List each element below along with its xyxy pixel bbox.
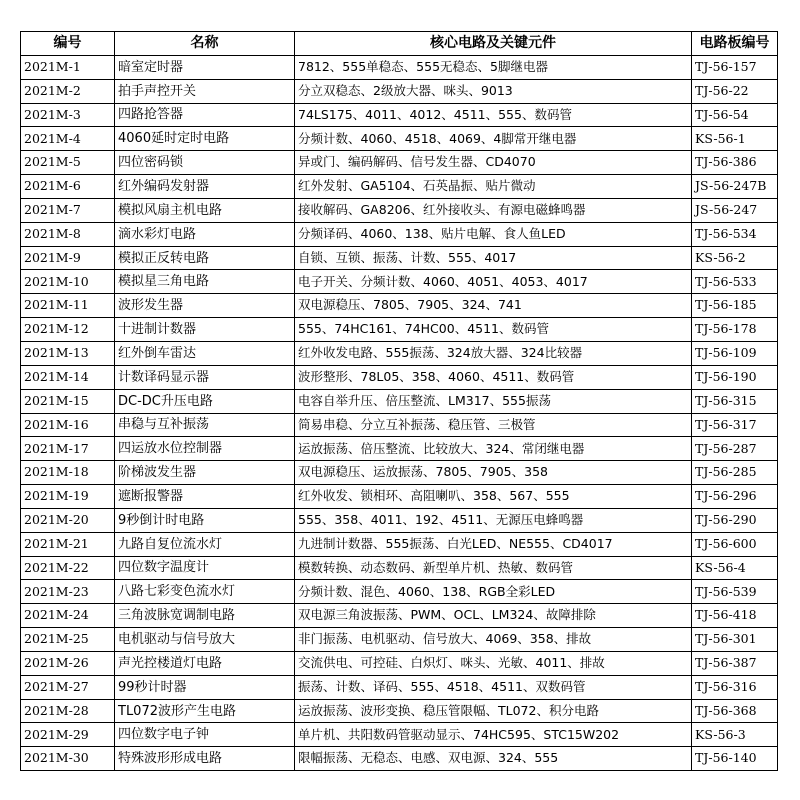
cell-code: 2021M-29 xyxy=(21,723,115,747)
cell-code: 2021M-15 xyxy=(21,389,115,413)
table-row xyxy=(21,175,778,199)
table-row xyxy=(21,699,778,723)
cell-board: TJ-56-534 xyxy=(692,222,778,246)
cell-name: 滴水彩灯电路 xyxy=(115,222,295,246)
table-body xyxy=(21,55,778,770)
table-row xyxy=(21,341,778,365)
header-row xyxy=(21,32,778,56)
cell-board: KS-56-4 xyxy=(692,556,778,580)
cell-components: 7812、555单稳态、555无稳态、5脚继电器 xyxy=(295,55,692,79)
cell-code: 2021M-2 xyxy=(21,79,115,103)
table-row xyxy=(21,437,778,461)
cell-code: 2021M-18 xyxy=(21,461,115,485)
cell-components: 模数转换、动态数码、新型单片机、热敏、数码管 xyxy=(295,556,692,580)
table-row xyxy=(21,580,778,604)
table-row xyxy=(21,604,778,628)
cell-components: 自锁、互锁、振荡、计数、555、4017 xyxy=(295,246,692,270)
cell-board: TJ-56-533 xyxy=(692,270,778,294)
table-row xyxy=(21,103,778,127)
cell-components: 双电源稳压、运放振荡、7805、7905、358 xyxy=(295,461,692,485)
cell-components: 555、74HC161、74HC00、4511、数码管 xyxy=(295,318,692,342)
cell-board: TJ-56-600 xyxy=(692,532,778,556)
cell-board: TJ-56-109 xyxy=(692,341,778,365)
cell-components: 波形整形、78L05、358、4060、4511、数码管 xyxy=(295,365,692,389)
cell-board: TJ-56-185 xyxy=(692,294,778,318)
cell-board: TJ-56-290 xyxy=(692,508,778,532)
cell-board: TJ-56-296 xyxy=(692,485,778,509)
table-row xyxy=(21,79,778,103)
cell-code: 2021M-17 xyxy=(21,437,115,461)
cell-board: JS-56-247 xyxy=(692,198,778,222)
cell-board: TJ-56-190 xyxy=(692,365,778,389)
cell-code: 2021M-22 xyxy=(21,556,115,580)
cell-board: TJ-56-54 xyxy=(692,103,778,127)
cell-name: 电机驱动与信号放大 xyxy=(115,628,295,652)
cell-name: TL072波形产生电路 xyxy=(115,699,295,723)
cell-code: 2021M-12 xyxy=(21,318,115,342)
cell-code: 2021M-6 xyxy=(21,175,115,199)
cell-code: 2021M-8 xyxy=(21,222,115,246)
cell-name: 四位密码锁 xyxy=(115,151,295,175)
table-row xyxy=(21,270,778,294)
cell-components: 运放振荡、波形变换、稳压管限幅、TL072、积分电路 xyxy=(295,699,692,723)
cell-board: KS-56-3 xyxy=(692,723,778,747)
cell-board: TJ-56-368 xyxy=(692,699,778,723)
cell-code: 2021M-1 xyxy=(21,55,115,79)
table-row xyxy=(21,294,778,318)
cell-code: 2021M-24 xyxy=(21,604,115,628)
cell-components: 分频计数、4060、4518、4069、4脚常开继电器 xyxy=(295,127,692,151)
table-row xyxy=(21,365,778,389)
cell-components: 电容自举升压、倍压整流、LM317、555振荡 xyxy=(295,389,692,413)
table-row xyxy=(21,747,778,771)
table-row xyxy=(21,675,778,699)
cell-code: 2021M-20 xyxy=(21,508,115,532)
cell-components: 运放振荡、倍压整流、比较放大、324、常闭继电器 xyxy=(295,437,692,461)
table-row xyxy=(21,485,778,509)
cell-name: 模拟星三角电路 xyxy=(115,270,295,294)
table-row xyxy=(21,461,778,485)
cell-name: 四运放水位控制器 xyxy=(115,437,295,461)
table-row xyxy=(21,508,778,532)
table-row xyxy=(21,222,778,246)
cell-code: 2021M-7 xyxy=(21,198,115,222)
header-code: 编号 xyxy=(21,32,115,56)
cell-code: 2021M-9 xyxy=(21,246,115,270)
cell-code: 2021M-25 xyxy=(21,628,115,652)
cell-components: 振荡、计数、译码、555、4518、4511、双数码管 xyxy=(295,675,692,699)
cell-components: 74LS175、4011、4012、4511、555、数码管 xyxy=(295,103,692,127)
cell-board: KS-56-2 xyxy=(692,246,778,270)
cell-components: 限幅振荡、无稳态、电感、双电源、324、555 xyxy=(295,747,692,771)
cell-components: 双电源稳压、7805、7905、324、741 xyxy=(295,294,692,318)
cell-board: TJ-56-301 xyxy=(692,628,778,652)
cell-name: 遮断报警器 xyxy=(115,485,295,509)
table-row xyxy=(21,556,778,580)
cell-code: 2021M-27 xyxy=(21,675,115,699)
table-row xyxy=(21,389,778,413)
cell-name: 9秒倒计时电路 xyxy=(115,508,295,532)
cell-code: 2021M-14 xyxy=(21,365,115,389)
cell-components: 红外发射、GA5104、石英晶振、贴片微动 xyxy=(295,175,692,199)
cell-code: 2021M-11 xyxy=(21,294,115,318)
cell-components: 异或门、编码解码、信号发生器、CD4070 xyxy=(295,151,692,175)
cell-name: 四路抢答器 xyxy=(115,103,295,127)
table-row xyxy=(21,651,778,675)
cell-name: 串稳与互补振荡 xyxy=(115,413,295,437)
cell-name: 红外倒车雷达 xyxy=(115,341,295,365)
cell-name: 拍手声控开关 xyxy=(115,79,295,103)
cell-components: 555、358、4011、192、4511、无源压电蜂鸣器 xyxy=(295,508,692,532)
cell-code: 2021M-30 xyxy=(21,747,115,771)
cell-code: 2021M-4 xyxy=(21,127,115,151)
cell-code: 2021M-26 xyxy=(21,651,115,675)
circuit-kit-table xyxy=(20,31,778,771)
cell-code: 2021M-28 xyxy=(21,699,115,723)
cell-board: TJ-56-140 xyxy=(692,747,778,771)
cell-name: 计数译码显示器 xyxy=(115,365,295,389)
cell-board: TJ-56-315 xyxy=(692,389,778,413)
cell-board: KS-56-1 xyxy=(692,127,778,151)
cell-components: 电子开关、分频计数、4060、4051、4053、4017 xyxy=(295,270,692,294)
table-row xyxy=(21,723,778,747)
table-row xyxy=(21,127,778,151)
cell-components: 分频计数、混色、4060、138、RGB全彩LED xyxy=(295,580,692,604)
cell-name: 模拟正反转电路 xyxy=(115,246,295,270)
cell-code: 2021M-21 xyxy=(21,532,115,556)
table-row xyxy=(21,198,778,222)
cell-components: 分频译码、4060、138、贴片电解、食人鱼LED xyxy=(295,222,692,246)
cell-board: TJ-56-287 xyxy=(692,437,778,461)
cell-code: 2021M-5 xyxy=(21,151,115,175)
cell-components: 分立双稳态、2级放大器、咪头、9013 xyxy=(295,79,692,103)
table-row xyxy=(21,318,778,342)
cell-name: 九路自复位流水灯 xyxy=(115,532,295,556)
cell-name: 波形发生器 xyxy=(115,294,295,318)
cell-board: TJ-56-418 xyxy=(692,604,778,628)
cell-components: 交流供电、可控硅、白炽灯、咪头、光敏、4011、排故 xyxy=(295,651,692,675)
cell-board: TJ-56-386 xyxy=(692,151,778,175)
cell-board: TJ-56-178 xyxy=(692,318,778,342)
cell-components: 简易串稳、分立互补振荡、稳压管、三极管 xyxy=(295,413,692,437)
cell-name: 八路七彩变色流水灯 xyxy=(115,580,295,604)
cell-code: 2021M-19 xyxy=(21,485,115,509)
header-board: 电路板编号 xyxy=(692,32,778,56)
cell-components: 非门振荡、电机驱动、信号放大、4069、358、排故 xyxy=(295,628,692,652)
cell-name: 四位数字温度计 xyxy=(115,556,295,580)
cell-board: JS-56-247B xyxy=(692,175,778,199)
cell-name: DC-DC升压电路 xyxy=(115,389,295,413)
table-row xyxy=(21,532,778,556)
table-row xyxy=(21,151,778,175)
cell-board: TJ-56-316 xyxy=(692,675,778,699)
cell-components: 单片机、共阳数码管驱动显示、74HC595、STC15W202 xyxy=(295,723,692,747)
cell-name: 十进制计数器 xyxy=(115,318,295,342)
table-row xyxy=(21,55,778,79)
header-name: 名称 xyxy=(115,32,295,56)
cell-name: 特殊波形形成电路 xyxy=(115,747,295,771)
cell-components: 九进制计数器、555振荡、白光LED、NE555、CD4017 xyxy=(295,532,692,556)
cell-components: 双电源三角波振荡、PWM、OCL、LM324、故障排除 xyxy=(295,604,692,628)
cell-board: TJ-56-317 xyxy=(692,413,778,437)
cell-code: 2021M-23 xyxy=(21,580,115,604)
cell-board: TJ-56-387 xyxy=(692,651,778,675)
cell-board: TJ-56-285 xyxy=(692,461,778,485)
cell-name: 声光控楼道灯电路 xyxy=(115,651,295,675)
cell-board: TJ-56-22 xyxy=(692,79,778,103)
table-row xyxy=(21,246,778,270)
cell-components: 红外收发、锁相环、高阻喇叭、358、567、555 xyxy=(295,485,692,509)
cell-name: 阶梯波发生器 xyxy=(115,461,295,485)
header-components: 核心电路及关键元件 xyxy=(295,32,692,56)
table-row xyxy=(21,413,778,437)
cell-code: 2021M-13 xyxy=(21,341,115,365)
cell-name: 红外编码发射器 xyxy=(115,175,295,199)
cell-name: 99秒计时器 xyxy=(115,675,295,699)
cell-board: TJ-56-539 xyxy=(692,580,778,604)
cell-components: 接收解码、GA8206、红外接收头、有源电磁蜂鸣器 xyxy=(295,198,692,222)
cell-components: 红外收发电路、555振荡、324放大器、324比较器 xyxy=(295,341,692,365)
cell-code: 2021M-10 xyxy=(21,270,115,294)
table-header xyxy=(21,32,778,56)
cell-name: 四位数字电子钟 xyxy=(115,723,295,747)
cell-name: 三角波脉宽调制电路 xyxy=(115,604,295,628)
cell-code: 2021M-16 xyxy=(21,413,115,437)
cell-board: TJ-56-157 xyxy=(692,55,778,79)
cell-name: 模拟风扇主机电路 xyxy=(115,198,295,222)
cell-code: 2021M-3 xyxy=(21,103,115,127)
cell-name: 4060延时定时电路 xyxy=(115,127,295,151)
cell-name: 暗室定时器 xyxy=(115,55,295,79)
table-row xyxy=(21,628,778,652)
